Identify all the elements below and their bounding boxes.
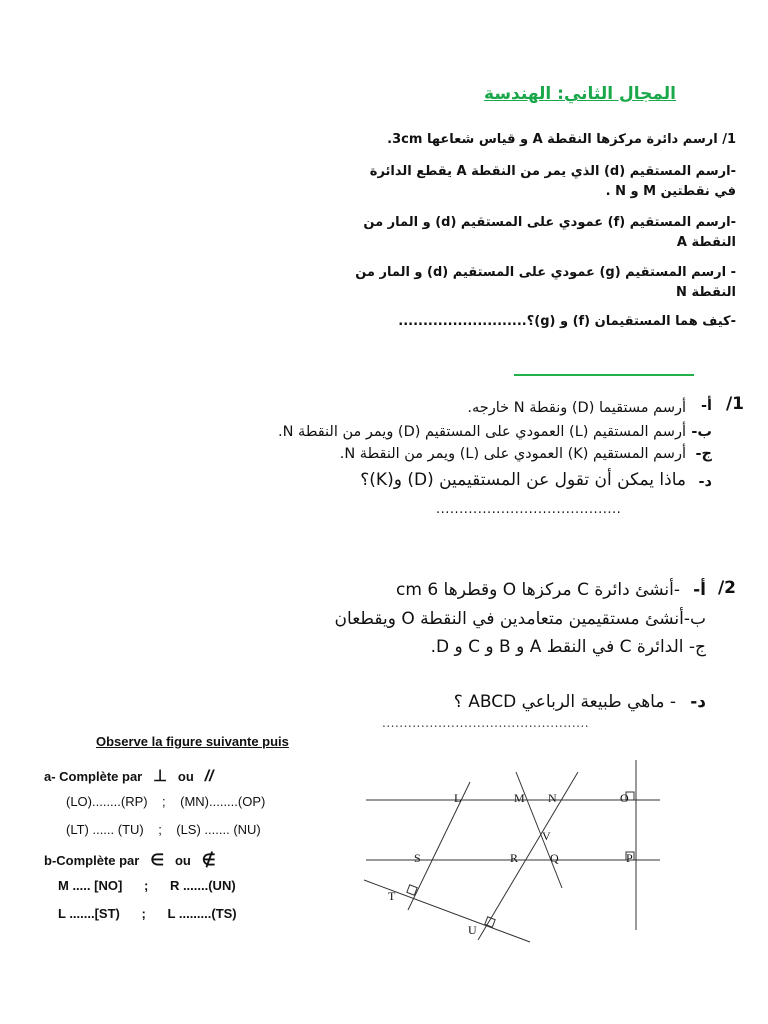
section1-title: المجال الثاني: الهندسة — [484, 84, 676, 104]
section3-answer-dots: ................................................ — [382, 716, 590, 730]
section4-b-row1: M ..... [NO] ; R .......(UN) — [58, 878, 236, 893]
not-element-of-symbol: ∉ — [201, 852, 216, 869]
section4-heading: Observe la figure suivante puis — [96, 734, 289, 749]
section4-a-row2: (LT) ...... (TU) ; (LS) ....... (NU) — [66, 822, 261, 837]
point-label-U: U — [468, 923, 477, 937]
line-MQ — [516, 772, 562, 888]
element-of-symbol: ∈ — [150, 852, 165, 869]
point-label-P: P — [626, 851, 633, 865]
point-label-T: T — [388, 889, 396, 903]
section4-a-title: a- Complète par — [44, 769, 143, 784]
section2-a-label: أ- — [701, 398, 712, 414]
section4-a-row1: (LO)........(RP) ; (MN)........(OP) — [66, 794, 266, 809]
geometry-figure — [360, 760, 660, 950]
section3-d-label: د- — [690, 692, 706, 712]
section2-c-text: أرسم المستقيم (K) العمودي على (L) ويمر من النقطة N. — [339, 446, 686, 462]
perpendicular-symbol: ⊥ — [153, 768, 168, 785]
point-label-M: M — [514, 791, 525, 805]
q1-line2: -ارسم المستقيم (d) الذي يمر من النقطة A يقطع الدائرة — [369, 164, 736, 179]
q1-line4: -ارسم المستقيم (f) عمودي على المستقيم (d) و المار من — [363, 215, 736, 230]
line-NU — [478, 772, 578, 940]
section4-b-title: b-Complète par — [44, 853, 140, 868]
point-label-L: L — [454, 791, 462, 805]
q1-line5: النقطة A — [676, 235, 736, 250]
section3-a-label: أ- — [693, 580, 706, 600]
q1-line3: في نقطتين M و N . — [605, 184, 736, 199]
q1-line1: 1/ ارسم دائرة مركزها النقطة A و قياس شعاعها 3cm. — [387, 132, 736, 147]
section2-b-text: أرسم المستقيم (L) العمودي على المستقيم (D) ويمر من النقطة N. — [277, 424, 686, 440]
section3-c-text: ج- الدائرة C في النقط A و B و C و D. — [430, 637, 706, 657]
q1-line6: - ارسم المستقيم (g) عمودي على المستقيم (d) و المار من — [355, 265, 736, 280]
point-label-V: V — [542, 829, 551, 843]
point-label-N: N — [548, 791, 557, 805]
section4-b-line — [44, 850, 216, 870]
section3-number: /2 — [717, 578, 736, 598]
point-label-O: O — [620, 791, 629, 805]
separator-line — [514, 374, 694, 376]
section4-a-ou: ou — [177, 769, 194, 784]
section2-number: /1 — [725, 394, 744, 414]
section4-b-ou: ou — [174, 853, 191, 868]
point-label-R: R — [510, 851, 519, 865]
section2-b-label: ب- — [691, 424, 712, 440]
point-label-S: S — [414, 851, 421, 865]
q1-line7: النقطة N — [676, 285, 736, 300]
section3-a-text: -أنشئ دائرة C مركزها O وقطرها 6 cm — [395, 580, 680, 600]
section3-d-text: - ماهي طبيعة الرباعي ABCD ؟ — [453, 692, 676, 712]
parallel-symbol: // — [204, 768, 214, 785]
point-label-Q: Q — [550, 851, 559, 865]
section3-b-text: ب-أنشئ مستقيمين متعامدين في النقطة O ويقطعان — [334, 609, 706, 629]
q1-line8: -كيف هما المستقيمان (f) و (g)؟.......................... — [398, 314, 736, 329]
section2-c-label: ج- — [695, 446, 712, 462]
section2-d-text: ماذا يمكن أن تقول عن المستقيمين (D) و(K)؟ — [360, 470, 686, 490]
section4-b-row2: L .......[ST) ; L .........(TS) — [58, 906, 237, 921]
section2-d-label: د- — [698, 474, 712, 490]
section2-a-text: أرسم مستقيما (D) ونقطة N خارجه. — [467, 400, 686, 416]
section4-a-line — [44, 766, 214, 786]
section2-answer-dots: ........................................ — [436, 502, 622, 517]
